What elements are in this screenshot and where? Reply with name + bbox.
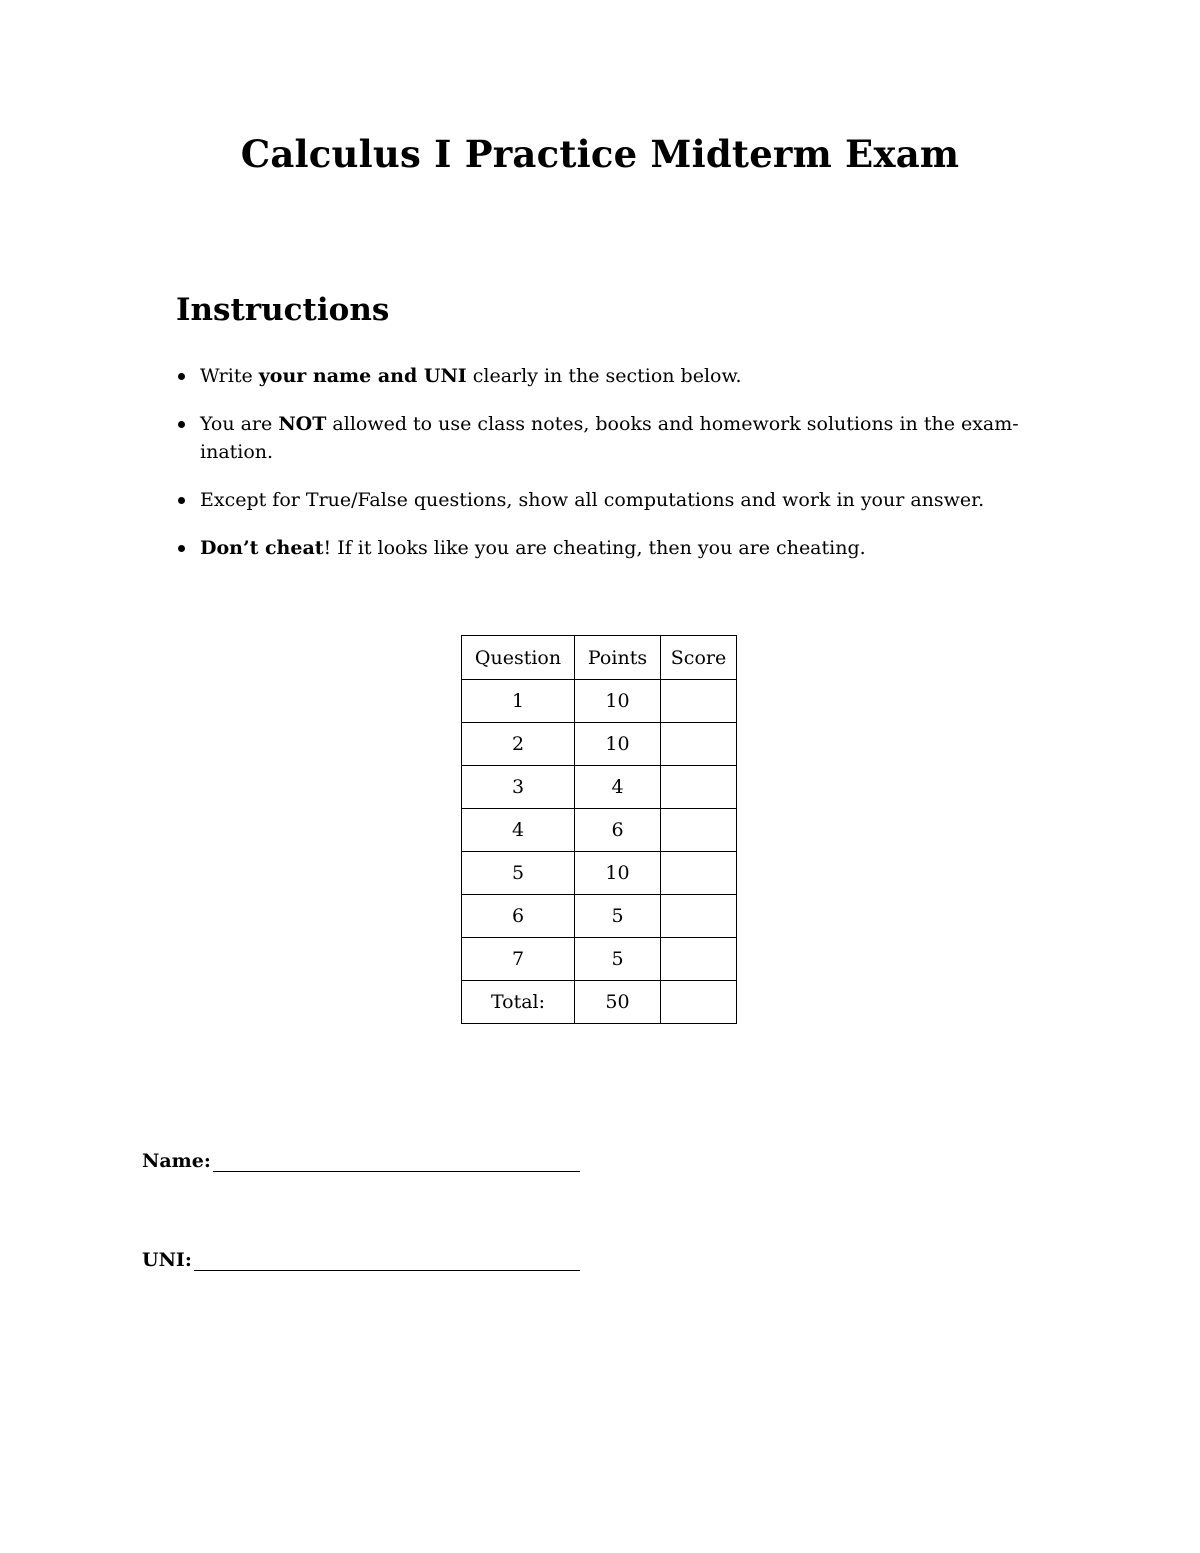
instructions-heading: Instructions: [176, 292, 390, 328]
points-cell: 4: [575, 766, 661, 809]
score-table: [461, 635, 737, 1024]
points-cell: 50: [575, 981, 661, 1024]
name-field: [142, 1150, 580, 1172]
score-cell[interactable]: [661, 895, 737, 938]
score-cell[interactable]: [661, 852, 737, 895]
bullet-icon: [178, 373, 185, 380]
score-cell[interactable]: [661, 680, 737, 723]
instruction-item: [176, 486, 1066, 514]
table-row: [462, 938, 737, 981]
question-cell: 1: [462, 680, 575, 723]
uni-blank-line[interactable]: [194, 1250, 580, 1271]
bullet-icon: [178, 421, 185, 428]
table-row: [462, 895, 737, 938]
question-cell: 4: [462, 809, 575, 852]
instruction-emphasis: Don’t cheat: [200, 537, 324, 559]
table-row: [462, 809, 737, 852]
instruction-emphasis: NOT: [278, 413, 327, 435]
bullet-icon: [178, 497, 185, 504]
column-header-points: Points: [575, 636, 661, 680]
table-row: [462, 723, 737, 766]
score-table-body: [462, 680, 737, 1024]
points-cell: 6: [575, 809, 661, 852]
page-title: Calculus I Practice Midterm Exam: [240, 132, 960, 176]
score-cell[interactable]: [661, 809, 737, 852]
uni-field: [142, 1249, 580, 1271]
bullet-icon: [178, 545, 185, 552]
points-cell: 10: [575, 723, 661, 766]
points-cell: 10: [575, 680, 661, 723]
table-row: [462, 680, 737, 723]
column-header-score: Score: [661, 636, 737, 680]
instruction-text: Except for True/False questions, show all computations and work in your answer.: [200, 489, 985, 511]
points-cell: 10: [575, 852, 661, 895]
question-cell: 5: [462, 852, 575, 895]
score-cell[interactable]: [661, 938, 737, 981]
question-cell: 2: [462, 723, 575, 766]
score-cell[interactable]: [661, 723, 737, 766]
table-row: [462, 852, 737, 895]
name-blank-line[interactable]: [213, 1151, 580, 1172]
instruction-item: [176, 410, 1066, 466]
instruction-emphasis: your name and UNI: [258, 365, 467, 387]
question-cell: Total:: [462, 981, 575, 1024]
column-header-question: Question: [462, 636, 575, 680]
instruction-text: ! If it looks like you are cheating, then you are cheating.: [323, 537, 866, 559]
points-cell: 5: [575, 895, 661, 938]
score-table-header-row: [462, 636, 737, 680]
question-cell: 3: [462, 766, 575, 809]
points-cell: 5: [575, 938, 661, 981]
score-cell[interactable]: [661, 981, 737, 1024]
instruction-text: clearly in the section below.: [466, 365, 742, 387]
score-cell[interactable]: [661, 766, 737, 809]
instruction-text: Write: [200, 365, 259, 387]
uni-label: UNI:: [142, 1249, 192, 1271]
instruction-text: You are: [200, 413, 279, 435]
table-row: [462, 766, 737, 809]
instruction-item: [176, 362, 1066, 390]
name-label: Name:: [142, 1150, 211, 1172]
question-cell: 6: [462, 895, 575, 938]
question-cell: 7: [462, 938, 575, 981]
instructions-list: [176, 362, 1066, 582]
total-row: [462, 981, 737, 1024]
instruction-text: allowed to use class notes, books and homework solutions in the exam-ination.: [200, 413, 1019, 463]
instruction-item: [176, 534, 1066, 562]
